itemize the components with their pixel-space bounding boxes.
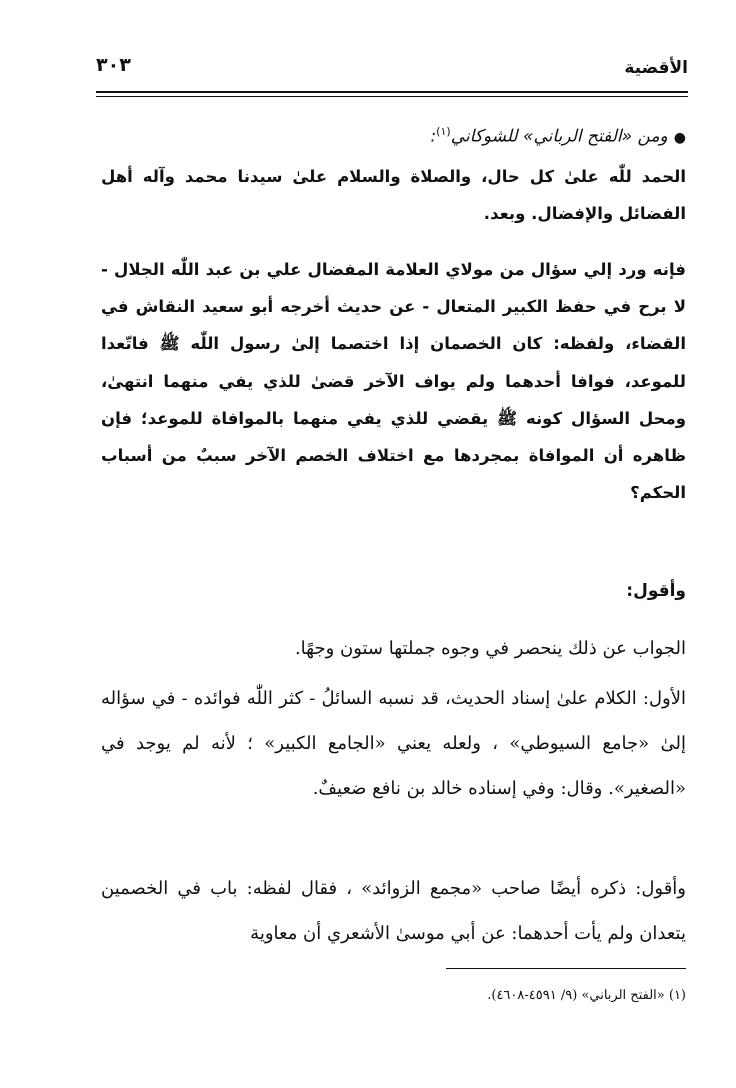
bullet-icon: ● xyxy=(673,129,686,146)
section-heading xyxy=(101,114,686,150)
footnote-marker: (١) xyxy=(436,125,451,138)
quote-paragraph-question: فإنه ورد إلي سؤال من مولاي العلامة المفضال علي بن عبد اللّٰه الجلال - لا برح في حفظ الكبير المتعال - عن حديث أخرجه أبو سعيد النقاش في القضاء، ولفظه: كان الخصمان إذا اختصما إلىٰ رسول اللّٰه ﷺ فاتّعدا للموعد، فوافا أحدهما ولم يواف الآخر قضىٰ للذي يفي منهما انتهىٰ، ومحل السؤال كونه ﷺ يقضي للذي يفي منهما بالموافاة للموعد؛ فإن ظاهره أن الموافاة بمجردها مع اختلاف الخصم الآخر سببٌ من أسباب الحكم؟ xyxy=(101,260,686,503)
page-number: ٣٠٣ xyxy=(96,54,131,76)
header-rule-thin xyxy=(96,96,688,97)
header-rule-thick xyxy=(96,91,688,93)
answer-subheading: وأقول: xyxy=(626,581,686,601)
section-heading-text: ومن «الفتح الرباني» للشوكاني xyxy=(450,126,668,147)
body-paragraph-first-point: الأول: الكلام علىٰ إسناد الحديث، قد نسبه السائلُ - كثر اللّٰه فوائده - في سؤاله إلىٰ «جامع السيوطي» ، ولعله يعني «الجامع الكبير» ؛ لأنه لم يوجد في «الصغير». وقال: وفي إسناده خالد بن نافع ضعيفٌ. xyxy=(101,688,686,799)
body-paragraph-second-point: وأقول: ذكره أيضًا صاحب «مجمع الزوائد» ، فقال لفظه: باب في الخصمين يتعدان ولم يأت أحدهما: عن أبي موسىٰ الأشعري أن معاوية xyxy=(101,878,686,944)
quote-paragraph-opening: الحمد للّٰه علىٰ كل حال، والصلاة والسلام علىٰ سيدنا محمد وآله أهل الفضائل والإفضال. وبعد. xyxy=(101,167,686,224)
section-heading-colon: : xyxy=(430,126,437,147)
running-title: الأقضية xyxy=(624,58,688,78)
footnote: (١) «الفتح الرباني» (٩/ ٤٥٩١-٤٦٠٨). xyxy=(487,988,686,1003)
running-head xyxy=(96,54,688,84)
footnote-rule xyxy=(446,968,686,969)
body-paragraph-answer-intro: الجواب عن ذلك ينحصر في وجوه جملتها ستون وجهًا. xyxy=(294,638,686,659)
